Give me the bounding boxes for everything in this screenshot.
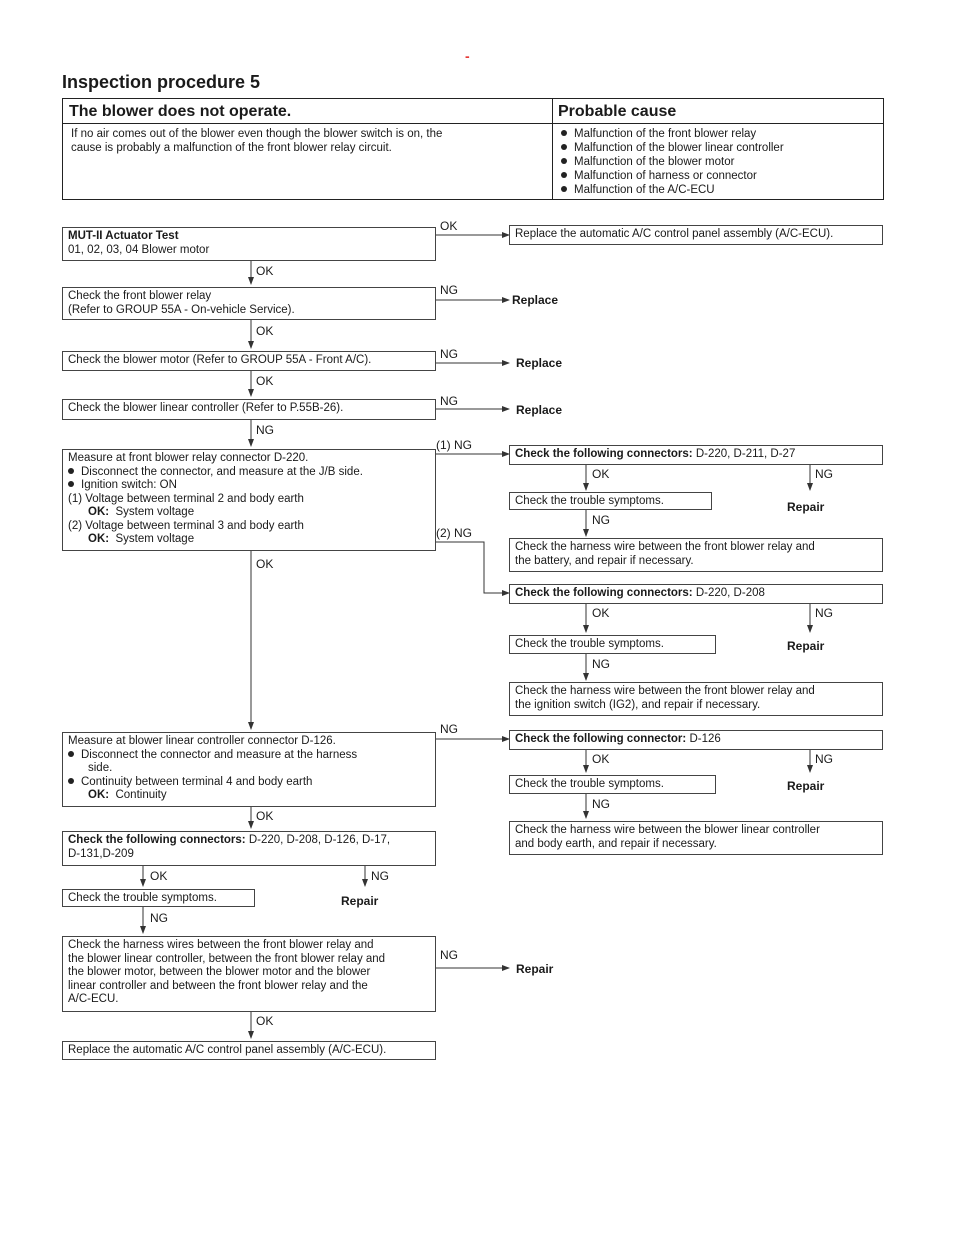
cause-item: Malfunction of the front blower relay — [561, 127, 875, 141]
replace-acecu-box: Replace the automatic A/C control panel assembly (A/C-ECU). — [509, 225, 883, 245]
ok-label: OK — [256, 809, 274, 823]
cause-header: Probable cause — [552, 99, 883, 124]
cause-item: Malfunction of harness or connector — [561, 169, 875, 183]
mut-test-items: 01, 02, 03, 04 Blower motor — [68, 243, 210, 256]
repair-result: Repair — [516, 962, 554, 976]
ok-label: OK — [440, 219, 458, 233]
relay-check-box: Check the front blower relay (Refer to GROUP 55A - On-vehicle Service). — [62, 287, 436, 320]
motor-check-box: Check the blower motor (Refer to GROUP 55A - Front A/C). — [62, 351, 436, 371]
replace-result: Replace — [516, 356, 563, 370]
linear-check-box: Check the blower linear controller (Refer to P.55B-26). — [62, 399, 436, 420]
connector-check-4-box: Check the following connectors: D-220, D-208, D-126, D-17, D-131,D-209 — [62, 831, 436, 866]
ok-label: OK — [256, 557, 274, 571]
harness-battery-box: Check the harness wire between the front blower relay and the battery, and repair if necessary. — [509, 538, 883, 572]
ng-label: NG — [592, 797, 610, 811]
ng-label: NG — [440, 347, 458, 361]
ok-label: OK — [256, 374, 274, 388]
page-title: Inspection procedure 5 — [62, 72, 261, 92]
header-mark: - — [465, 48, 470, 64]
description-line: cause is probably a malfunction of the front blower relay circuit. — [71, 142, 392, 154]
ng2-label: (2) NG — [436, 526, 472, 540]
repair-result: Repair — [787, 500, 825, 514]
symptom-header: The blower does not operate. — [63, 99, 552, 124]
mut-actuator-test-box — [62, 227, 436, 261]
ok-label: OK — [256, 1014, 274, 1028]
ng-label: NG — [371, 869, 389, 883]
ok-label: OK — [256, 264, 274, 278]
ok-label: OK — [150, 869, 168, 883]
ng-label: NG — [256, 423, 274, 437]
bullet-icon — [68, 778, 74, 784]
connector-check-3-box: Check the following connector: D-126 — [509, 730, 883, 750]
linear-measure-box: Measure at blower linear controller connector D-126. Disconnect the connector and measure at the harness side. Continuity between terminal 4 and body earth OK: Continuity — [62, 732, 436, 807]
bullet-icon — [68, 481, 74, 487]
bullet-icon — [68, 468, 74, 474]
bullet-icon — [68, 751, 74, 757]
ng-label: NG — [815, 606, 833, 620]
cause-item: Malfunction of the blower motor — [561, 155, 875, 169]
replace-result: Replace — [516, 403, 563, 417]
ng-label: NG — [815, 467, 833, 481]
trouble-symptoms-box: Check the trouble symptoms. — [509, 775, 716, 794]
ng-label: NG — [440, 283, 458, 297]
ng-label: NG — [592, 513, 610, 527]
ok-label: OK — [592, 467, 610, 481]
trouble-symptoms-box: Check the trouble symptoms. — [509, 492, 712, 510]
mut-test-title: MUT-II Actuator Test — [68, 230, 179, 242]
final-replace-box: Replace the automatic A/C control panel assembly (A/C-ECU). — [62, 1041, 436, 1060]
ng-label: NG — [440, 394, 458, 408]
ng-label: NG — [440, 948, 458, 962]
repair-result: Repair — [787, 779, 825, 793]
trouble-symptoms-box: Check the trouble symptoms. — [62, 889, 255, 907]
replace-result: Replace — [512, 293, 559, 307]
trouble-symptoms-box: Check the trouble symptoms. — [509, 635, 716, 654]
ng-label: NG — [592, 657, 610, 671]
repair-result: Repair — [787, 639, 825, 653]
ok-label: OK — [592, 606, 610, 620]
harness-earth-box: Check the harness wire between the blower linear controller and body earth, and repair if necessary. — [509, 821, 883, 855]
cause-item: Malfunction of the blower linear controller — [561, 141, 875, 155]
repair-result: Repair — [341, 894, 379, 908]
relay-measure-box: Measure at front blower relay connector D-220. Disconnect the connector, and measure at the J/B side. Ignition switch: ON (1) Voltage between terminal 2 and body earth OK: System voltage (2) Voltage between terminal 3 and body earth OK: System voltage — [62, 449, 436, 551]
harness-all-box: Check the harness wires between the front blower relay and the blower linear controller, between the front blower relay and the blower motor, between the blower motor and the blower linear controller and between the front blower relay and the A/C-ECU. — [62, 936, 436, 1012]
description-line: If no air comes out of the blower even though the blower switch is on, the — [71, 128, 443, 140]
ng-label: NG — [150, 911, 168, 925]
ng1-label: (1) NG — [436, 438, 472, 452]
connector-check-1-box: Check the following connectors: D-220, D-211, D-27 — [509, 445, 883, 465]
ng-label: NG — [440, 722, 458, 736]
connector-check-2-box: Check the following connectors: D-220, D-208 — [509, 584, 883, 604]
harness-ignition-box: Check the harness wire between the front blower relay and the ignition switch (IG2), and repair if necessary. — [509, 682, 883, 716]
cause-item: Malfunction of the A/C-ECU — [561, 183, 875, 197]
ok-label: OK — [592, 752, 610, 766]
ok-label: OK — [256, 324, 274, 338]
ng-label: NG — [815, 752, 833, 766]
